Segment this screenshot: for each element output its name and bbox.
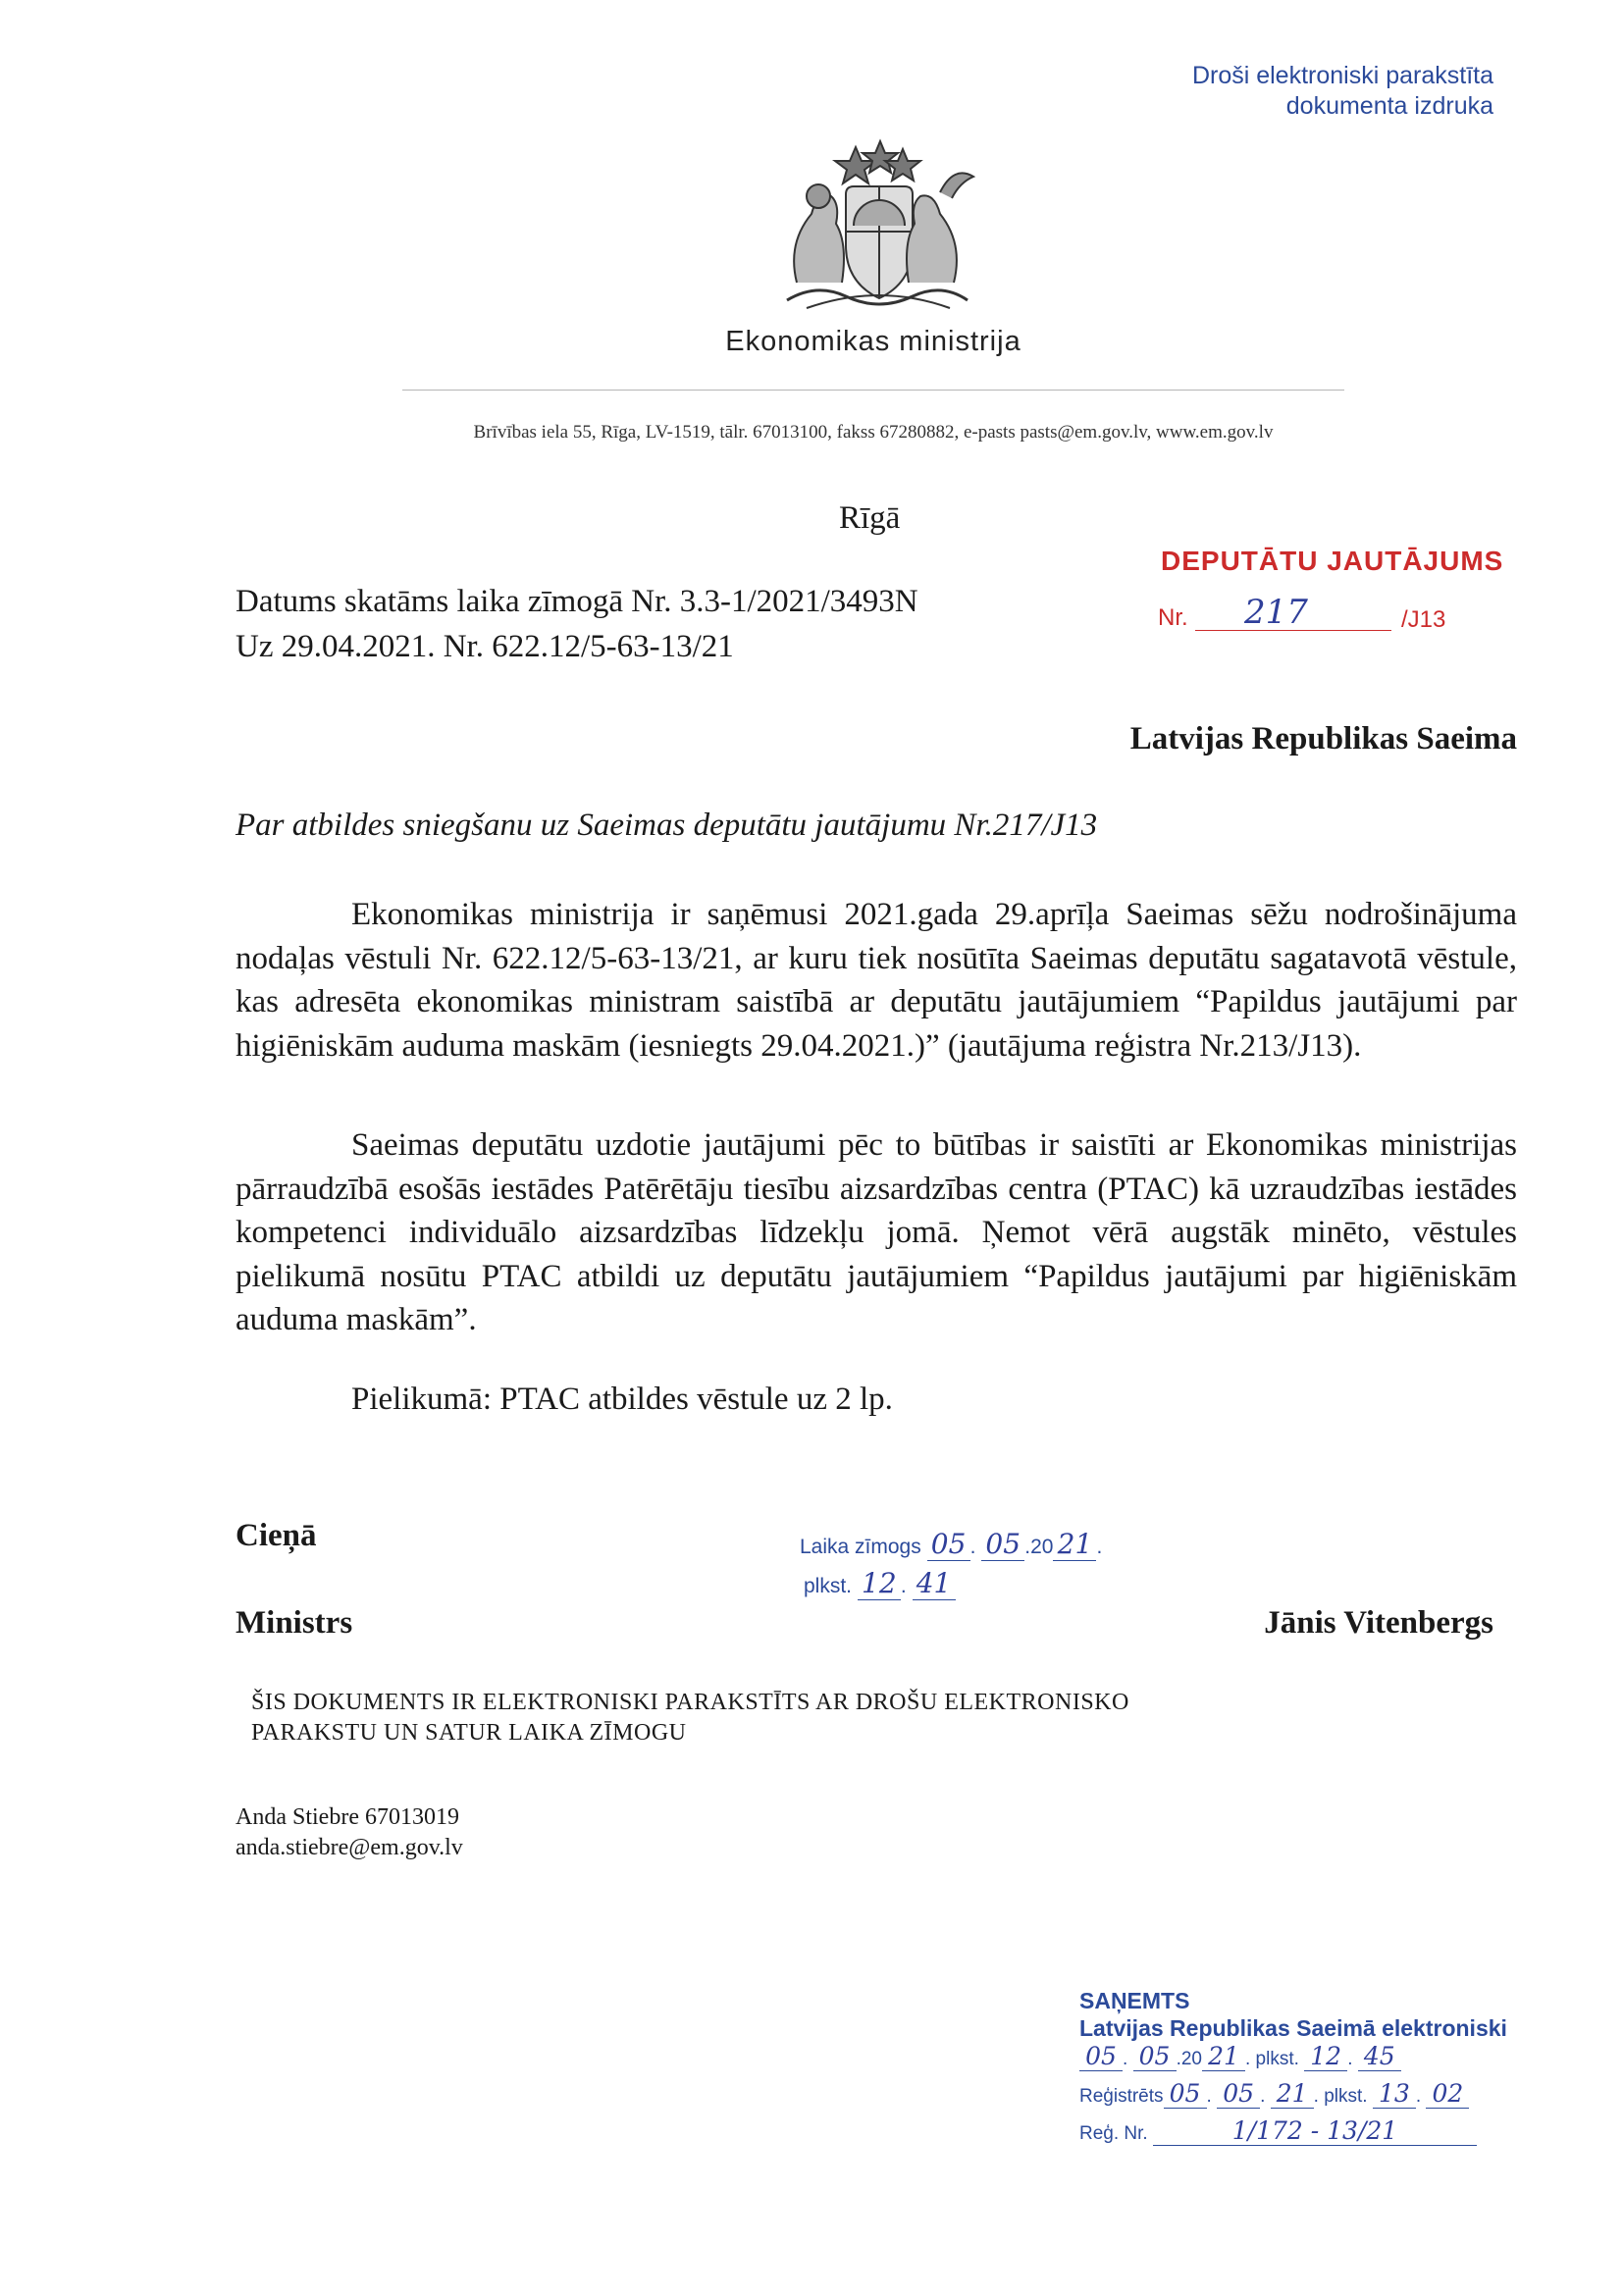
- received-date-row: 05 . 05 .20 21 . plkst. 12 . 45: [1079, 2042, 1511, 2079]
- time-stamp-year-prefix: 20: [1030, 1536, 1054, 1558]
- time-stamp-label: Laika zīmogs: [800, 1536, 921, 1558]
- recipient: Latvijas Republikas Saeima: [1129, 721, 1517, 757]
- attachment-note: Pielikumā: PTAC atbildes vēstule uz 2 lp.: [351, 1382, 893, 1417]
- e-sign-note-line2: PARAKSTU UN SATUR LAIKA ZĪMOGU: [251, 1720, 687, 1746]
- reference-line-2: Uz 29.04.2021. Nr. 622.12/5-63-13/21: [236, 629, 734, 664]
- e-notice-line1: Droši elektroniski parakstīta: [1191, 62, 1493, 89]
- header-divider: [402, 390, 1344, 391]
- received-day: 05: [1079, 2042, 1123, 2071]
- registered-time-label: plkst.: [1324, 2086, 1368, 2107]
- body-paragraph-1: Ekonomikas ministrija ir saņēmusi 2021.gada 29.aprīļa Saeimas sēžu nodrošinājuma nodaļas vēstuli Nr. 622.12/5-63-13/21, ar kuru tiek nosūtīta Saeimas deputātu sagatavotā vēstule, kas adresēta ekonomikas ministram saistībā ar deputātu jautājumiem “Papildus jautājumi par higiēniskām auduma maskām (iesniegts 29.04.2021.)” (jautājuma reģistra Nr.213/J13).: [236, 897, 1517, 1064]
- time-stamp-date: Laika zīmogs 05 . 05 .20 21 .: [800, 1528, 1103, 1560]
- received-stamp: [1079, 1987, 1511, 2154]
- ministry-name: Ekonomikas ministrija: [725, 326, 1021, 357]
- signer-position: Ministrs: [236, 1605, 353, 1641]
- e-signature-notice: [1192, 61, 1493, 122]
- time-stamp-minute: 41: [913, 1567, 956, 1600]
- time-stamp-time-label: plkst.: [804, 1575, 853, 1597]
- registered-minute: 02: [1426, 2079, 1469, 2109]
- body-paragraph-2: Saeimas deputātu uzdotie jautājumi pēc to būtības ir saistīti ar Ekonomikas ministrijas pārraudzībā esošās iestādes Patērētāju tiesību aizsardzības centra (PTAC) kā uzraudzības iestādes kompetenci individuālo aizsardzības līdzekļu jomā. Ņemot vērā augstāk minēto, vēstules pielikumā nosūtu PTAC atbildi uz deputātu jautājumiem “Papildus jautājumi par higiēniskām auduma maskām”.: [236, 1127, 1517, 1337]
- time-stamp-day: 05: [927, 1528, 970, 1561]
- registered-label: Reģistrēts: [1079, 2086, 1164, 2107]
- registered-month: 05: [1217, 2079, 1260, 2109]
- time-stamp-hour: 12: [858, 1567, 901, 1600]
- received-year: 21: [1202, 2042, 1245, 2071]
- e-notice-line2: dokumenta izdruka: [1285, 92, 1493, 120]
- received-stamp-title: SAŅEMTS: [1079, 1988, 1190, 2013]
- registration-number-label: Reģ. Nr.: [1079, 2123, 1148, 2144]
- registered-hour: 13: [1373, 2079, 1416, 2109]
- received-month: 05: [1133, 2042, 1177, 2071]
- registered-row: Reģistrēts 05 . 05 . 21 . plkst. 13 . 02: [1079, 2079, 1511, 2116]
- time-stamp-time: plkst. 12 . 41: [804, 1567, 956, 1600]
- registration-number-row: [1079, 2116, 1511, 2154]
- stamp-nr-label: Nr.: [1158, 604, 1188, 631]
- reference-line-1: Datums skatāms laika zīmogā Nr. 3.3-1/2021/3493N: [236, 584, 918, 619]
- signer-name: Jānis Vitenbergs: [1264, 1605, 1493, 1641]
- received-time-label: plkst.: [1255, 2049, 1299, 2069]
- received-minute: 45: [1358, 2042, 1401, 2071]
- registration-number-value: 1/172 - 13/21: [1153, 2116, 1477, 2146]
- received-stamp-subtitle: Latvijas Republikas Saeimā elektroniski: [1079, 2015, 1507, 2041]
- time-stamp: [800, 1516, 1124, 1599]
- received-hour: 12: [1304, 2042, 1347, 2071]
- closing-regards: Cieņā: [236, 1518, 317, 1553]
- contact-name-phone: Anda Stiebre 67013019: [236, 1804, 459, 1830]
- coat-of-arms-icon: [758, 135, 993, 320]
- electronic-signature-statement: [251, 1688, 1129, 1748]
- ministry-address: Brīvības iela 55, Rīga, LV-1519, tālr. 67013100, fakss 67280882, e-pasts pasts@em.gov.lv, www.em.gov.lv: [473, 422, 1274, 443]
- city: Rīgā: [839, 500, 901, 536]
- e-sign-note-line1: ŠIS DOKUMENTS IR ELEKTRONISKI PARAKSTĪTS AR DROŠU ELEKTRONISKO: [251, 1690, 1129, 1715]
- deputy-question-stamp-number: [1158, 593, 1452, 636]
- received-year-prefix: 20: [1180, 2049, 1202, 2069]
- contact-info: [236, 1802, 463, 1863]
- deputy-question-stamp-title: DEPUTĀTU JAUTĀJUMS: [1161, 546, 1504, 576]
- time-stamp-month: 05: [981, 1528, 1024, 1561]
- time-stamp-year: 21: [1053, 1528, 1096, 1561]
- stamp-nr-suffix: /J13: [1401, 606, 1446, 633]
- registered-year: 21: [1271, 2079, 1314, 2109]
- contact-email: anda.stiebre@em.gov.lv: [236, 1835, 463, 1860]
- stamp-nr-handwritten: 217: [1244, 593, 1308, 632]
- letter-subject: Par atbildes sniegšanu uz Saeimas deputātu jautājumu Nr.217/J13: [236, 808, 1098, 843]
- registered-day: 05: [1164, 2079, 1207, 2109]
